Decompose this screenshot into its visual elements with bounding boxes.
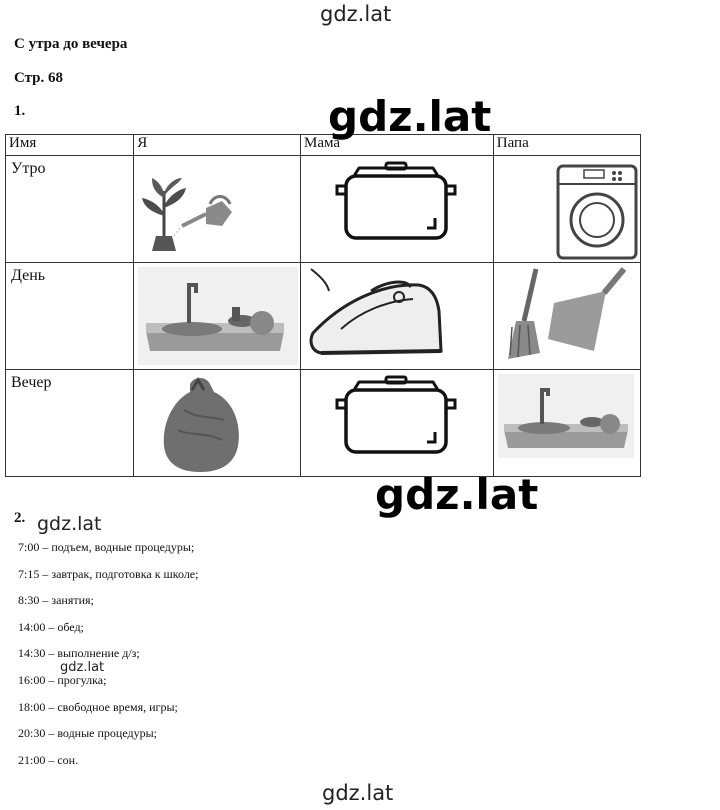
column-header-name: Имя: [6, 135, 134, 156]
table-cell: [493, 263, 640, 370]
watermark-small: gdz.lat: [37, 513, 102, 535]
table-row: [6, 370, 641, 477]
dish-washing-sink-icon: [494, 370, 641, 476]
activity-table: [5, 134, 641, 477]
table-cell: [134, 370, 301, 477]
column-header-me: Я: [134, 135, 301, 156]
task-number-2: 2.: [14, 510, 26, 526]
page-number: Стр. 68: [14, 70, 64, 86]
table-row: [6, 156, 641, 263]
watermark-top: gdz.lat: [320, 2, 392, 26]
broom-dustpan-icon: [494, 263, 641, 369]
table-cell: [134, 156, 301, 263]
cooking-pot-icon: [301, 156, 495, 262]
list-item: 7:15 – завтрак, подготовка к школе;: [18, 566, 199, 581]
cooking-pot-icon: [301, 370, 495, 476]
table-header-row: [6, 135, 641, 156]
table-cell: [493, 370, 640, 477]
table-cell: [134, 263, 301, 370]
task-number-1: 1.: [14, 103, 26, 119]
list-item: 16:00 – прогулка;: [18, 672, 107, 687]
watermark-small: gdz.lat: [60, 660, 105, 675]
list-item: 20:30 – водные процедуры;: [18, 726, 158, 741]
table-row: [6, 263, 641, 370]
watermark-large: gdz.lat: [375, 470, 539, 519]
list-item: 18:00 – свободное время, игры;: [18, 699, 178, 714]
page-title: С утра до вечера: [14, 36, 128, 52]
washing-machine-icon: [494, 156, 641, 262]
list-item: 14:00 – обед;: [18, 619, 84, 634]
column-header-dad: Папа: [493, 135, 640, 156]
list-item: 7:00 – подъем, водные процедуры;: [18, 540, 195, 554]
table-cell: [300, 370, 493, 477]
daily-schedule-list: [18, 539, 198, 778]
list-item: 8:30 – занятия;: [18, 593, 94, 608]
table-cell: [493, 156, 640, 263]
dish-washing-sink-icon: [134, 263, 302, 369]
list-item: 14:30 – выполнение д/з;: [18, 646, 140, 661]
row-label-cell: [6, 263, 134, 370]
trash-bag-icon: [134, 370, 302, 476]
row-label-cell: [6, 370, 134, 477]
watermark-bottom: gdz.lat: [322, 781, 394, 805]
watering-can-plant-icon: [134, 156, 302, 262]
list-item: 21:00 – сон.: [18, 752, 79, 767]
watermark-large: gdz.lat: [328, 92, 492, 141]
row-label: Вечер: [11, 374, 52, 391]
row-label-cell: [6, 156, 134, 263]
table-cell: [300, 263, 493, 370]
iron-icon: [301, 263, 495, 369]
column-header-mom: Мама: [300, 135, 493, 156]
row-label: Утро: [11, 160, 46, 177]
table-cell: [300, 156, 493, 263]
row-label: День: [11, 267, 46, 284]
